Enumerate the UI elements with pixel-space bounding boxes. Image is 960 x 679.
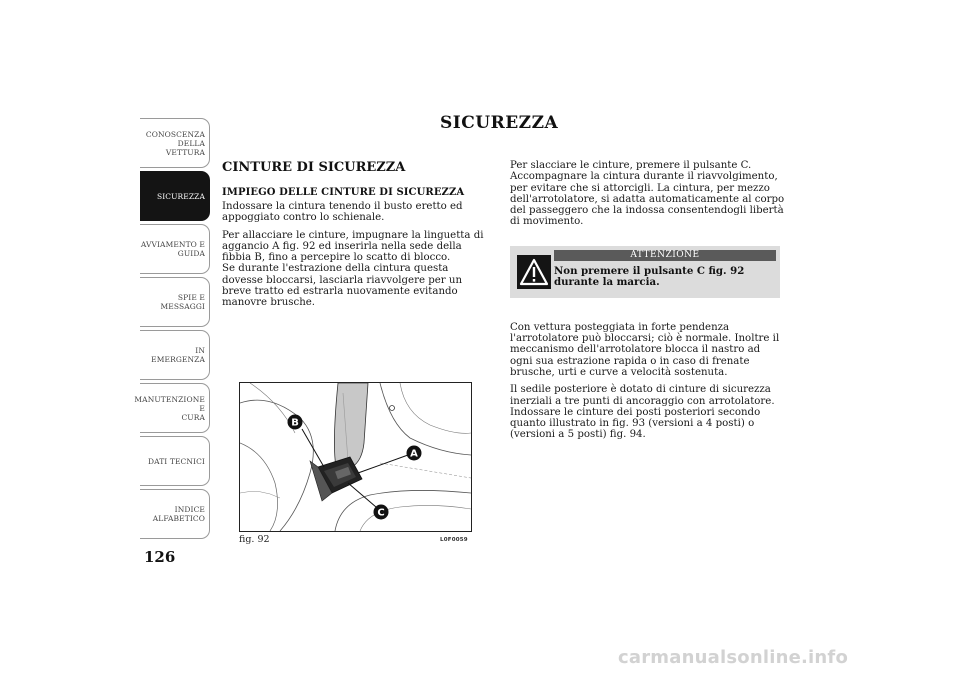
tab-label: SPIE E MESSAGGI — [160, 293, 205, 311]
figure-caption: fig. 92 — [239, 534, 270, 545]
paragraph: Con vettura posteggiata in forte pendenza l'arrotolatore può bloccarsi; ciò è normale. Inoltre il meccanismo dell'arrotolatore blocca il nastro ad ogni sua estrazione rapida o in caso di frenate brusche, urti e curve a velocità sostenuta. — [510, 321, 780, 378]
tab-label: DATI TECNICI — [147, 456, 205, 466]
figure-label-b: B — [291, 417, 299, 429]
page-number: 126 — [144, 548, 176, 566]
tab-indice-alfabetico[interactable] — [140, 489, 210, 539]
watermark: carmanualsonline.info — [618, 647, 849, 668]
paragraph: Il sedile posteriore è dotato di cinture di sicurezza inerziali a tre punti di ancoraggio con arrotolatore. Indossare le cinture dei posti posteriori secondo quanto illustrato in fig. 93 (versioni a 4 posti) o (versioni a 5 posti) fig. 94. — [510, 384, 775, 441]
figure-code: L0F0059 — [440, 537, 468, 543]
warning-box — [510, 246, 780, 298]
tab-manutenzione-e-cura[interactable] — [134, 383, 210, 433]
tab-label: AVVIAMENTO E GUIDA — [140, 240, 205, 258]
figure-label-c: C — [377, 507, 385, 519]
chapter-title: SICUREZZA — [440, 113, 559, 133]
figure-seatbelt-buckle — [239, 382, 472, 532]
tab-label: INDICE ALFABETICO — [152, 505, 205, 523]
tab-dati-tecnici[interactable] — [140, 436, 210, 486]
paragraph: Per slacciare le cinture, premere il pulsante C. Accompagnare la cintura durante il riavvolgimento, per evitare che si attorcigli. La cintura, per mezzo dell'arrotolatore, si adatta automaticamente al corpo del passeggero che la indossa consentendogli libertà di movimento. — [510, 160, 785, 228]
tab-in-emergenza[interactable] — [140, 330, 210, 380]
tab-label: IN EMERGENZA — [151, 346, 205, 364]
paragraph: Per allacciare le cinture, impugnare la linguetta di aggancio A fig. 92 ed inserirla nella sede della fibbia B, fino a percepire lo scatto di blocco. Se durante l'estrazione della cintura questa dovesse bloccarsi, lasciarla riavvolgere per un breve tratto ed estrarla nuovamente evitando manovre brusche. — [222, 229, 484, 309]
tab-sicurezza[interactable] — [140, 171, 210, 221]
warning-text: Non premere il pulsante C fig. 92 durante la marcia. — [554, 264, 745, 289]
tab-avviamento-e-guida[interactable] — [140, 224, 210, 274]
tab-conoscenza-della-vettura[interactable] — [140, 118, 210, 168]
subsection-heading: IMPIEGO DELLE CINTURE DI SICUREZZA — [222, 187, 465, 198]
tab-label: CONOSCENZA DELLA VETTURA — [145, 129, 205, 157]
left-column — [222, 160, 492, 315]
tab-spie-e-messaggi[interactable] — [140, 277, 210, 327]
right-column — [510, 160, 785, 447]
warning-heading: ATTENZIONE — [554, 250, 776, 261]
warning-triangle-icon — [517, 255, 551, 289]
figure-label-a: A — [410, 448, 418, 460]
section-heading: CINTURE DI SICUREZZA — [222, 160, 406, 175]
paragraph: Indossare la cintura tenendo il busto eretto ed appoggiato contro lo schienale. — [222, 201, 463, 224]
tab-label: SICUREZZA — [156, 191, 205, 201]
tab-label: MANUTENZIONE E CURA — [134, 394, 205, 422]
seatbelt-illustration — [240, 383, 471, 531]
